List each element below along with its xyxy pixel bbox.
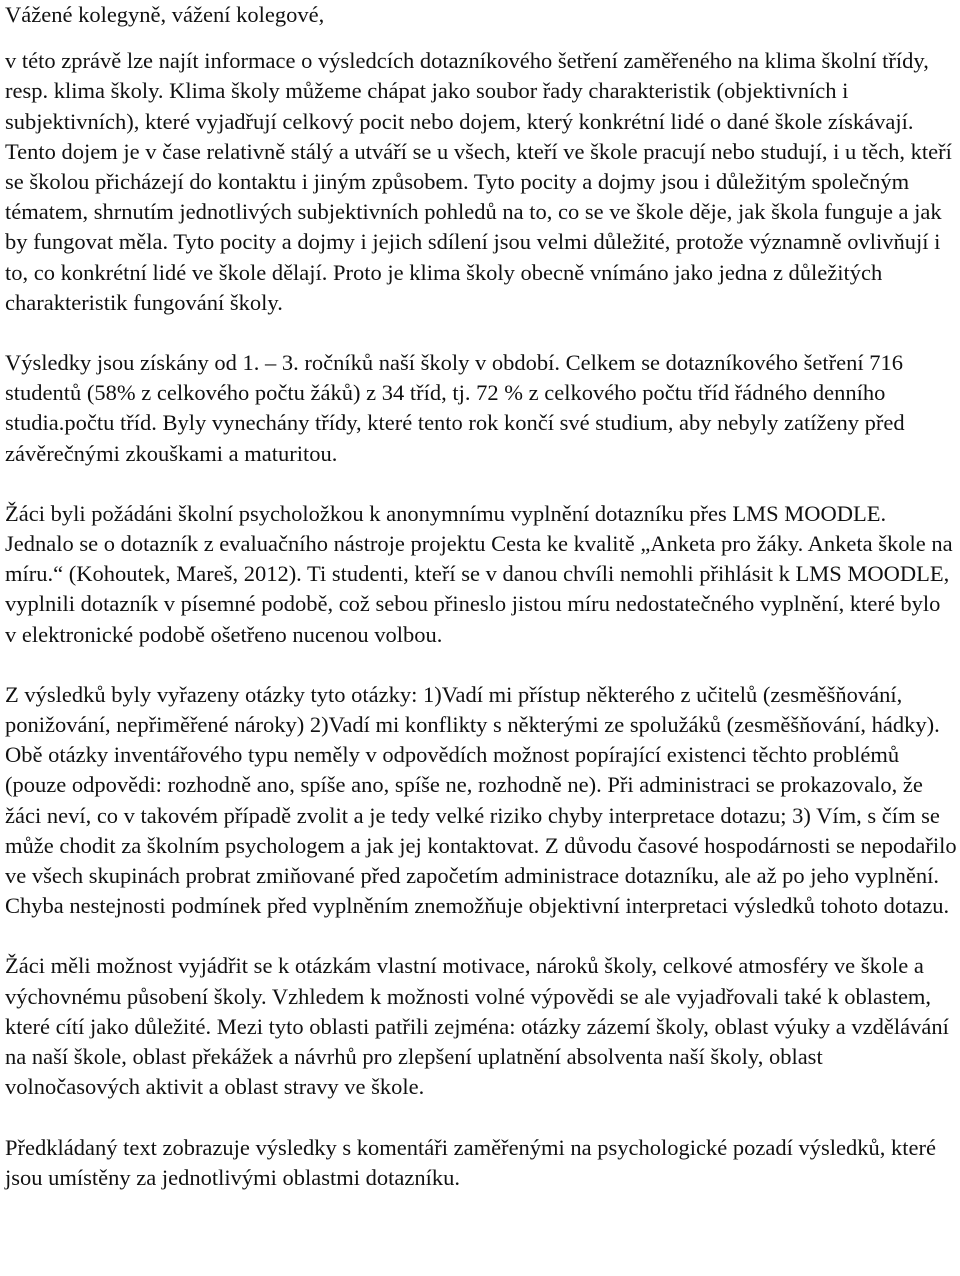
paragraph-closing [5, 1133, 957, 1193]
paragraph-intro [5, 46, 957, 318]
intro-text: v této zprávě lze najít informace o výsledcích dotazníkového šetření zaměřeného na klima školní třídy, resp. klima školy. [5, 48, 929, 104]
paragraph-results-source [5, 348, 957, 469]
method-text: Žáci byli požádáni školní psycholožkou k anonymnímu vyplnění dotazníku přes LMS MOODLE. Jednalo se o dotazník z evaluačního nástroje projektu Cesta ke kvalitě „Anketa pro žáky. Anketa škole na míru.“ (Kohoutek, Mareš, 2012). Ti studenti, kteří se v danou chvíli nemohli přihlásit k LMS MOODLE, vyplnili dotazník v písemné podobě, což sebou přineslo jistou míru nedostatečného vyplnění, které bylo v elektronické podobě ošetřeno nucenou volbou. [5, 500, 953, 647]
paragraph-topics [5, 951, 957, 1102]
letter-document [5, 0, 957, 1193]
paragraph-method [5, 499, 957, 650]
results-source-text: Výsledky jsou získány od 1. – 3. ročníků naší školy v období. Celkem se dotazníkového šetření 716 studentů (58% z celkového počtu žáků) z 34 tříd, tj. 72 % z celkového počtu tříd řádného denního studia.počtu tříd. Byly vynechány třídy, které tento rok končí své studium, aby nebyly zatíženy před závěrečnými zkouškami a maturitou. [5, 350, 905, 466]
excluded-questions-text: Z výsledků byly vyřazeny otázky tyto otázky: 1)Vadí mi přístup některého z učitelů (zesměšňování, ponižování, nepřiměřené nároky) 2)Vadí mi konflikty s některými ze spolužáků (zesměšňování, hádky). Obě otázky inventářového typu neměly v odpovědích možnost popírající existenci těchto problémů (pouze odpovědi: rozhodně ano, spíše ano, spíše ne, rozhodně ne). Při administraci se prokazovalo, že žáci neví, co v takovém případě zvolit a je tedy velké riziko chyby interpretace dotazu; 3) Vím, s čím se může chodit za školním psychologem a jak jej kontaktovat. Z důvodu časové hospodárnosti se nepodařilo ve všech skupinách probrat zmiňované před započetím administrace dotazníku, ale až po jeho vyplnění. Chyba nestejnosti podmínek před vyplněním znemožňuje objektivní interpretaci výsledků tohoto dotazu. [5, 681, 957, 919]
paragraph-excluded-questions [5, 680, 957, 922]
topics-text: Žáci měli možnost vyjádřit se k otázkám vlastní motivace, nároků školy, celkové atmosféry ve škole a výchovnému působení školy. Vzhledem k možnosti volné výpovědi se ale vyjadřovali také k oblastem, které cítí jako důležité. Mezi tyto oblasti patřili zejména: otázky zázemí školy, oblast výuky a vzdělávání na naší škole, oblast překážek a návrhů pro zlepšení uplatnění absolventa naší školy, oblast volnočasových aktivit a oblast stravy ve škole. [5, 953, 949, 1100]
greeting: Vážené kolegyně, vážení kolegové, [5, 2, 325, 27]
closing-text: Předkládaný text zobrazuje výsledky s komentáři zaměřenými na psychologické pozadí výsledků, které jsou umístěny za jednotlivými oblastmi dotazníku. [5, 1134, 936, 1190]
climate-definition-text: Klima školy můžeme chápat jako soubor řady charakteristik (objektivních i subjektivních), které vyjadřují celkový pocit nebo dojem, který konkrétní lidé o dané škole získávají. Tento dojem je v čase relativně stálý a utváří se u všech, kteří ve škole pracují nebo studují, i u těch, kteří se školou přicházejí do kontaktu i jiným způsobem. Tyto pocity a dojmy jsou i důležitým společným tématem, shrnutím jednotlivých subjektivních pohledů na to, co se ve škole děje, jak škola funguje a jak by fungovat měla. Tyto pocity a dojmy i jejich sdílení jsou velmi důležité, protože významně ovlivňují i to, co konkrétní lidé ve škole dělají. Proto je klima školy obecně vnímáno jako jedna z důležitých charakteristik fungování školy. [5, 78, 952, 315]
